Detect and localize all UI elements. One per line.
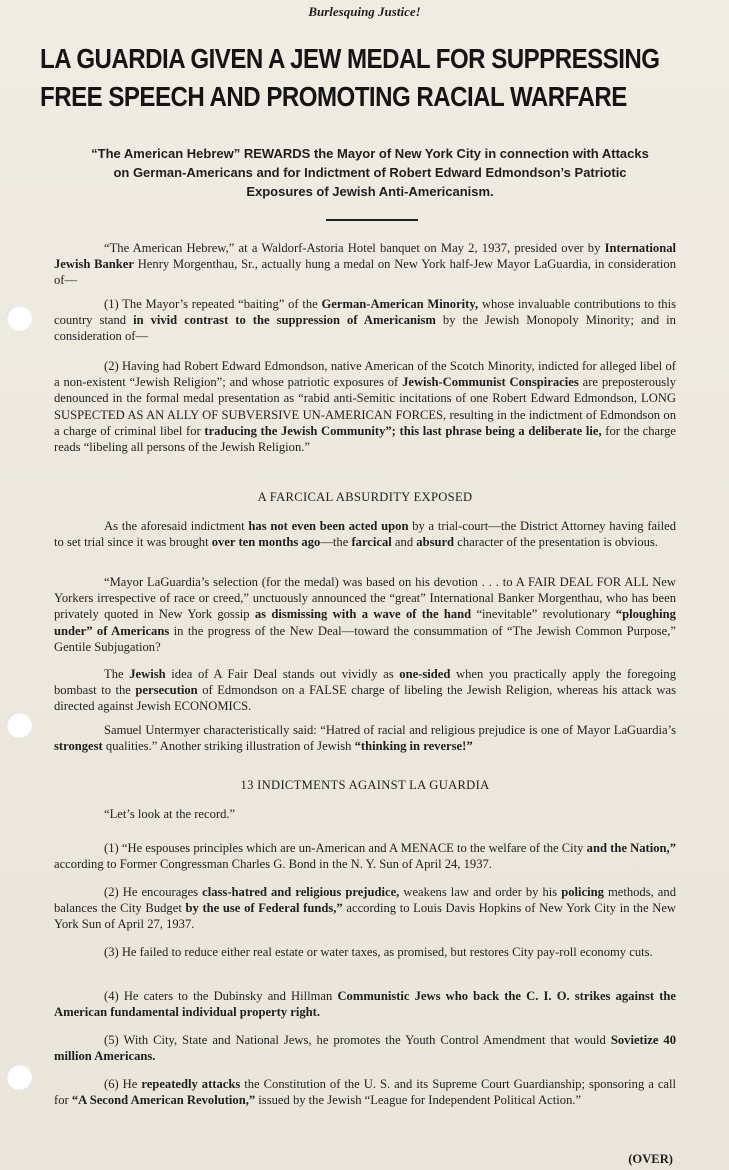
text-run: (2) Having had Robert Edward Edmondson, native American of the Scotch Minority, indicted for alleged libel of a non-existent “Jewish Religion”; and whose patriotic exposures of [54,359,676,390]
intro-paragraph [54,240,676,289]
text-run: idea of A Fair Deal stands out vividly as [165,667,400,681]
subheading-line: on German-Americans and for Indictment of Robert Edward Edmondson’s Patriotic [113,165,627,180]
text-run: —the [320,535,352,550]
text-run: by the Jewish Monopoly Minority; and in consideration of— [54,313,676,344]
headline-line: LA GUARDIA GIVEN A JEW MEDAL FOR SUPPRESSING [40,43,660,74]
subheading [55,144,685,201]
text-run: “inevitable” revolutionary [471,607,616,622]
text-run-bold: class-hatred and religious prejudice, [202,885,400,899]
tagline: Burlesquing Justice! [308,4,421,19]
text-run: for the charge reads “libeling all persons of the Jewish Religion.” [54,423,676,455]
headline [40,40,660,116]
text-run: and [391,535,417,550]
indictment-item [54,1032,676,1064]
text-run-bold: Jewish-Communist Conspiracies [402,375,579,390]
text-run-bold: International Jewish Banker [54,241,676,272]
text-run: Henry Morgenthau, Sr., actually hung a medal on New York half-Jew Mayor LaGuardia, in consideration of— [54,257,676,288]
text-run-bold: repeatedly attacks [141,1077,241,1091]
text-run-bold: persecution [135,683,198,698]
text-run: (2) He encourages [104,885,203,899]
section-heading: A FARCICAL ABSURDITY EXPOSED [257,490,473,504]
text-run-bold: Communistic Jews who back the C. I. O. strikes against the American fundamental individual property right. [54,989,676,1020]
indictment-item [54,1076,676,1108]
text-run: As the aforesaid indictment [104,519,249,533]
text-run-bold: in vivid contrast to the suppression of Americanism [133,313,436,328]
text-run-bold: and the Nation,” [586,841,676,855]
punch-hole [6,305,32,331]
text-run-bold: “A Second American Revolution,” [71,1093,256,1108]
text-run: character of the presentation is obvious. [454,535,658,550]
text-run: according to Former Congressman Charles G. Bond in the N. Y. Sun of April 24, 1937. [54,857,492,872]
text-run: Samuel Untermyer characteristically said: “Hatred of racial and religious prejudice is one of Mayor LaGuardia’s [104,723,676,737]
body-paragraph [54,574,676,655]
body-paragraph [54,722,676,754]
body-paragraph [54,806,676,822]
text-run: weakens law and order by his [399,885,562,899]
text-run: the Constitution of the U. S. and its Supreme Court Guardianship; sponsoring a call for [54,1077,676,1108]
text-run-bold: strongest [54,739,103,754]
headline-line: FREE SPEECH AND PROMOTING RACIAL WARFARE [40,81,627,112]
text-run-bold: Sovietize 40 million Americans. [54,1033,676,1064]
intro-paragraph [54,296,676,345]
text-run: according to Louis Davis Hopkins of New York City in the New York Sun of April 27, 1937. [54,901,676,932]
intro-paragraph [54,358,676,455]
text-run: whose invaluable contributions to this country stand [54,297,677,328]
punch-hole [6,712,32,738]
text-run: (3) He failed to reduce either real estate or water taxes, as promised, but restores City pay-roll economy cuts. [104,945,653,959]
text-run: are preposterously denounced in the formal medal presentation as “rabid anti-Semitic incitations of one Robert Edward Edmondson, LONG SUSPECTED AS AN ALLY OF SUBVERSIVE UN-AMERICAN FORCES, resulting in the indictment of Edmondson on a charge of criminal libel for [54,375,677,438]
indictment-item [54,840,676,872]
text-run-bold: farcical [351,535,392,550]
text-run: (1) “He espouses principles which are un-American and A MENACE to the welfare of the City [104,841,587,855]
text-run: (4) He caters to the Dubinsky and Hillman [104,989,338,1003]
subheading-line: “The American Hebrew” REWARDS the Mayor of New York City in connection with Attacks [91,146,649,161]
body-paragraph [54,518,676,550]
text-run-bold: by the use of Federal funds,” [185,901,343,916]
text-run: by a trial-court—the District Attorney having failed to set trial since it was brought [54,519,676,550]
text-run: “The American Hebrew,” at a Waldorf-Astoria Hotel banquet on May 2, 1937, presided over by [104,241,605,255]
text-run-bold: Jewish [129,667,166,681]
over-label: (OVER) [628,1152,673,1166]
text-run-bold: absurd [416,535,455,550]
text-run: (6) He [104,1077,142,1091]
text-run: (5) With City, State and National Jews, he promotes the Youth Control Amendment that would [104,1033,611,1047]
indictment-item [54,944,676,960]
text-run: The [104,667,130,681]
text-run-bold: traducing the Jewish Community”; this last phrase being a deliberate lie, [204,423,602,438]
text-run-bold: “thinking in reverse!” [354,739,473,754]
text-run-bold: policing [561,885,604,899]
text-run: “Mayor LaGuardia’s selection (for the medal) was based on his devotion . . . to A FAIR DEAL FOR ALL New Yorkers irrespective of race or creed,” unctuously announced the “great” International Banker Morgenthau, who has been privately quoted in New York gossip [54,575,676,622]
text-run-bold: German-American Minority, [321,297,479,311]
body-paragraph [54,666,676,715]
text-run: issued by the Jewish “League for Independent Political Action.” [255,1093,582,1108]
text-run: methods, and balances the City Budget [54,885,676,916]
text-run-bold: has not even been acted upon [248,519,409,533]
text-run: “Let’s look at the record.” [104,807,236,821]
text-run-bold: as dismissing with a wave of the hand [254,607,472,622]
divider-rule [326,219,418,221]
section-heading: 13 INDICTMENTS AGAINST LA GUARDIA [240,778,490,792]
text-run-bold: over ten months ago [211,535,321,550]
text-run: of Edmondson on a FALSE charge of libeling the Jewish Religion, whereas his attack was directed against Jewish ECONOMICS. [54,683,676,714]
text-run: in the progress of the New Deal—toward the consummation of “The Jewish Common Purpose,” Gentile Subjugation? [54,623,676,654]
indictment-item [54,988,676,1020]
text-run: when you practically apply the foregoing bombast to the [54,667,677,698]
subheading-line: Exposures of Jewish Anti-Americanism. [246,184,494,199]
text-run: qualities.” Another striking illustration of Jewish [102,739,355,754]
indictment-item [54,884,676,933]
text-run: (1) The Mayor’s repeated “baiting” of the [104,297,322,311]
text-run-bold: one-sided [399,667,451,681]
text-run-bold: “ploughing under” of Americans [54,607,676,638]
punch-hole [6,1064,32,1090]
